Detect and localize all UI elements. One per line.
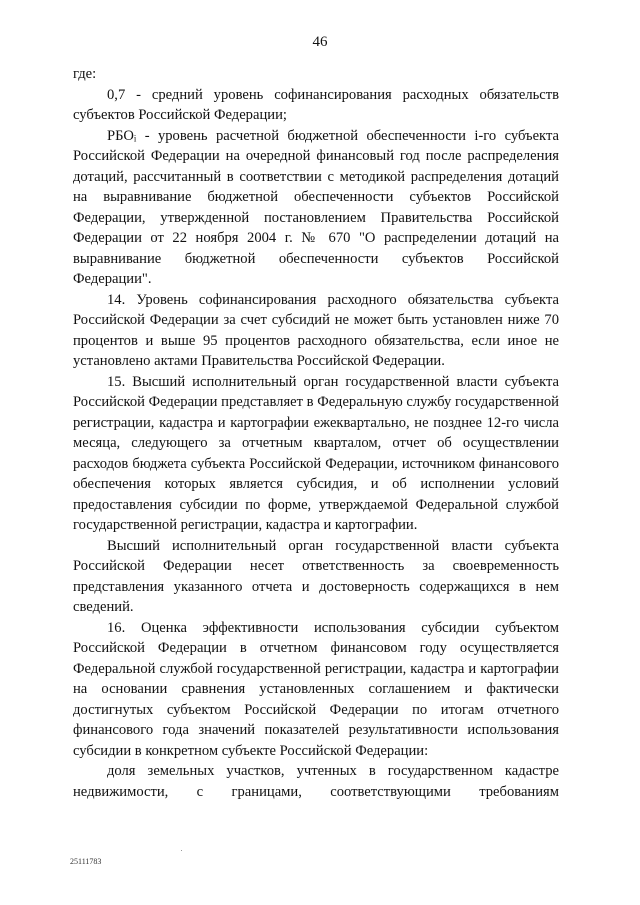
page-number: 46: [312, 34, 328, 50]
paragraph-cofinancing-level: 0,7 - средний уровень софинансирования расходных обязательств субъектов Российской Федерации;: [73, 86, 559, 123]
paragraph-item-14: 14. Уровень софинансирования расходного обязательства субъекта Российской Федерации за счет субсидий не может быть установлен ниже 70 процентов и выше 95 процентов расходного обязательства, если иное не установлено актами Правительства Российской Федерации.: [73, 291, 559, 369]
paragraph-item-16: 16. Оценка эффективности использования субсидии субъектом Российской Федерации в отчетном финансовом году осуществляется Федеральной службой государственной регистрации, кадастра и картографии на основании сравнения установленных соглашением и фактически достигнутых субъектом Российской Федерации по итогам отчетного финансового года значений показателей результативности использования субсидии в конкретном субъекте Российской Федерации:: [73, 619, 559, 759]
footer-document-code: 25111783: [70, 857, 102, 866]
paragraph-responsibility: Высший исполнительный орган государственной власти субъекта Российской Федерации несет ответственность за своевременность представления указанного отчета и достоверность содержащихся в нем сведений.: [73, 537, 559, 615]
paragraph-rbo-definition: РБОᵢ - уровень расчетной бюджетной обеспеченности i-го субъекта Российской Федерации на очередной финансовый год после распределения дотаций, рассчитанный в соответствии с методикой распределения дотаций на выравнивание бюджетной обеспеченности субъектов Российской Федерации, утвержденной постановлением Правительства Российской Федерации от 22 ноября 2004 г. № 670 "О распределении дотаций на выравнивание бюджетной обеспеченности субъектов Российской Федерации".: [73, 127, 559, 287]
paragraph-land-share: доля земельных участков, учтенных в государственном кадастре недвижимости, с границами, соответствующими требованиям: [73, 763, 559, 800]
paragraph-where: где:: [73, 66, 97, 82]
document-body: [73, 64, 559, 802]
paragraph-item-15: 15. Высший исполнительный орган государственной власти субъекта Российской Федерации представляет в Федеральную службу государственной регистрации, кадастра и картографии ежеквартально, не позднее 12-го числа месяца, следующего за отчетным кварталом, отчет об осуществлении расходов бюджета субъекта Российской Федерации, источником финансового обеспечения которых является субсидия, и об исполнении условий предоставления субсидии по форме, утверждаемой Федеральной службой государственной регистрации, кадастра и картографии.: [73, 373, 559, 533]
scan-speck: [181, 850, 182, 851]
